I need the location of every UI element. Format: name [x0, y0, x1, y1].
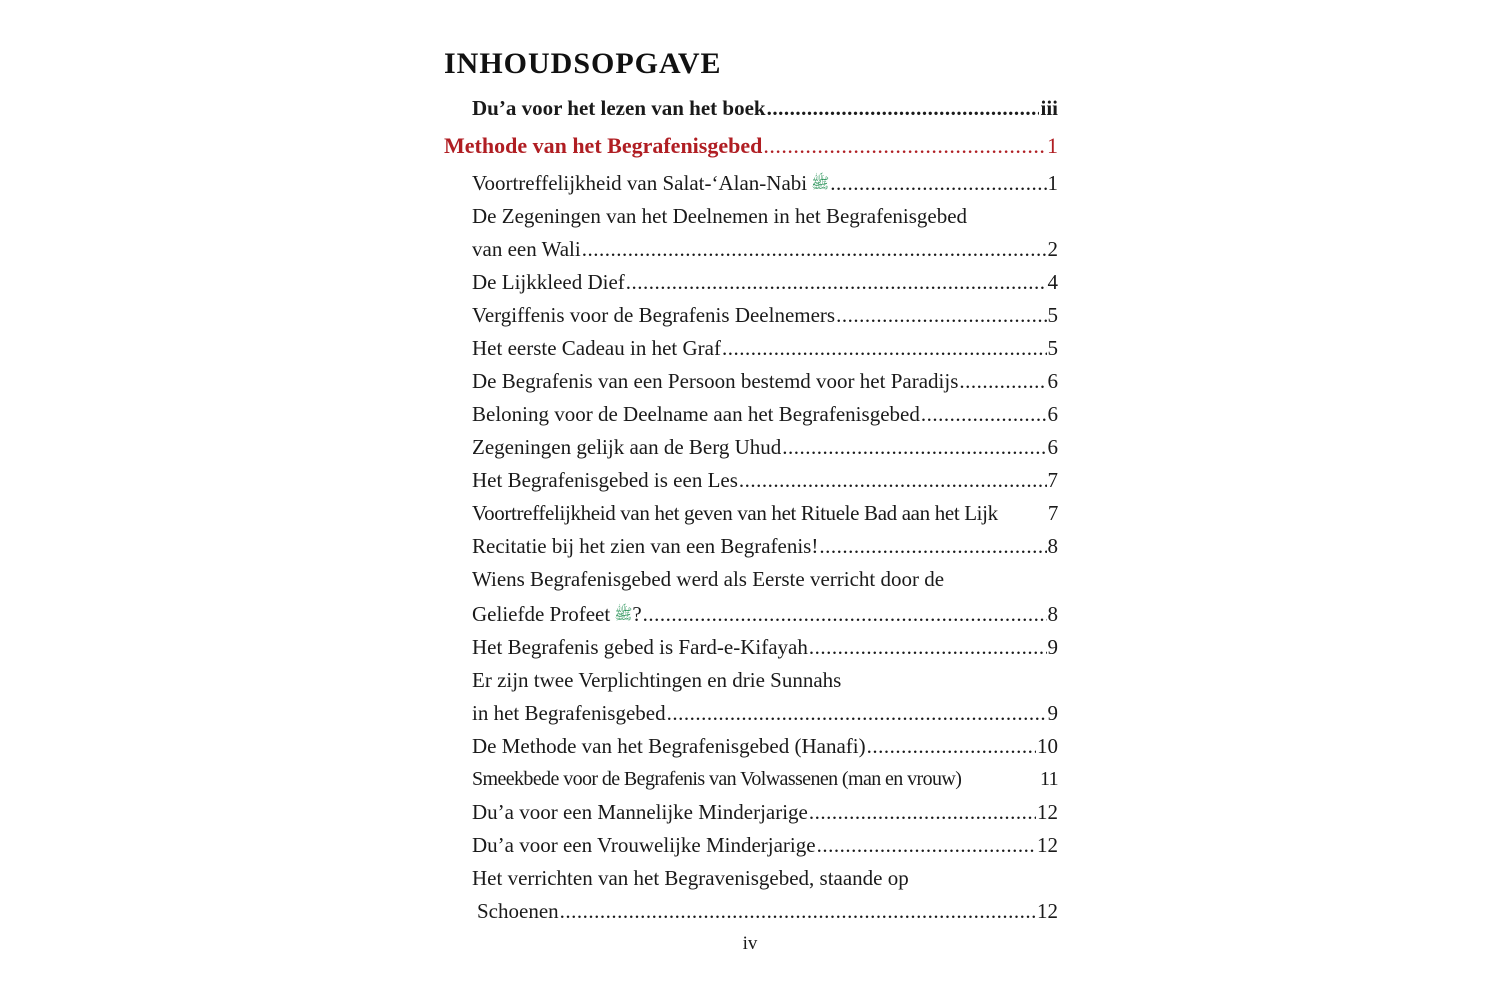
toc-entry-page: 10 — [1037, 734, 1058, 758]
toc-entry-title: Het Begrafenis gebed is Fard-e-Kifayah — [472, 635, 808, 659]
toc-entry-page: 6 — [1047, 369, 1058, 393]
toc-entry-title: Vergiffenis voor de Begrafenis Deelnemers — [472, 303, 836, 327]
toc-entry-title: Schoenen — [477, 899, 559, 923]
toc-entry-smeekbede[interactable] — [472, 763, 1058, 795]
toc-entry-title: De Begrafenis van een Persoon bestemd voor het Paradijs — [472, 369, 959, 393]
salutation-calligraphy-icon: ﷺ — [614, 607, 633, 623]
dot-leader — [819, 530, 1046, 562]
toc-chapter-methode[interactable] — [444, 130, 1058, 162]
toc-entry-title-text: Voortreffelijkheid van Salat-‘Alan-Nabi — [472, 171, 808, 195]
toc-entry-page: 6 — [1047, 435, 1058, 459]
dot-leader — [809, 796, 1036, 828]
toc-entry-schoenen-line2[interactable] — [477, 895, 1058, 927]
dot-leader — [722, 332, 1047, 364]
dot-leader — [817, 829, 1036, 861]
toc-entry-wiens-line1[interactable] — [472, 563, 1058, 595]
toc-entry-page: 5 — [1047, 336, 1058, 360]
dot-leader — [763, 130, 1046, 162]
toc-entry-title: in het Begrafenisgebed — [472, 701, 666, 725]
toc-entry-title: De Lijkkleed Dief — [472, 270, 625, 294]
toc-entry-vergiffenis[interactable] — [472, 299, 1058, 331]
page-folio: iv — [742, 933, 758, 954]
toc-entry-title — [472, 598, 642, 631]
toc-entry-zegeningen-line2[interactable] — [472, 233, 1058, 265]
toc-entry-schoenen-line1[interactable] — [472, 862, 1058, 894]
toc-entry-dua-lezen[interactable] — [472, 92, 1058, 124]
toc-entry-fard-e-kifayah[interactable] — [472, 631, 1058, 663]
dot-leader — [836, 299, 1046, 331]
salutation-calligraphy-icon: ﷺ — [811, 176, 830, 192]
toc-entry-page: 9 — [1047, 635, 1058, 659]
toc-entry-rituele-bad[interactable] — [472, 497, 1058, 529]
dot-leader — [626, 266, 1047, 298]
toc-entry-title: Het Begrafenisgebed is een Les — [472, 468, 738, 492]
toc-entry-page: 7 — [1047, 501, 1058, 525]
dot-leader — [582, 233, 1047, 265]
toc-entry-uhud[interactable] — [472, 431, 1058, 463]
toc-entry-page: 4 — [1047, 270, 1058, 294]
toc-entry-paradijs[interactable] — [472, 365, 1058, 397]
dot-leader — [643, 598, 1047, 630]
toc-entry-title: Du’a voor een Vrouwelijke Minderjarige — [472, 833, 816, 857]
toc-chapter-title: Methode van het Begrafenisgebed — [444, 133, 763, 158]
toc-entry-title: De Methode van het Begrafenisgebed (Hanafi) — [472, 734, 866, 758]
toc-entry-page: 1 — [1047, 171, 1058, 195]
toc-entry-page: 7 — [1047, 468, 1058, 492]
toc-entry-title: Het eerste Cadeau in het Graf — [472, 336, 721, 360]
toc-entry-title: Du’a voor een Mannelijke Minderjarige — [472, 800, 808, 824]
dot-leader — [560, 895, 1036, 927]
toc-entry-page: 8 — [1047, 602, 1058, 626]
toc-entry-verplichtingen-line1[interactable] — [472, 664, 1058, 696]
toc-entry-title: De Zegeningen van het Deelnemen in het Begrafenisgebed — [472, 204, 968, 228]
toc-entry-vrouwelijke[interactable] — [472, 829, 1058, 861]
toc-entry-recitatie[interactable] — [472, 530, 1058, 562]
toc-entry-page: 2 — [1047, 237, 1058, 261]
toc-entry-title: Zegeningen gelijk aan de Berg Uhud — [472, 435, 782, 459]
toc-entry-salat-alan-nabi[interactable] — [472, 167, 1058, 199]
toc-chapter-page: 1 — [1047, 133, 1058, 158]
toc-entry-title: Het verrichten van het Begravenisgebed, staande op — [472, 866, 909, 890]
toc-entry-les[interactable] — [472, 464, 1058, 496]
toc-entry-verplichtingen-line2[interactable] — [472, 697, 1058, 729]
toc-entry-page: 6 — [1047, 402, 1058, 426]
toc-entry-title — [472, 167, 829, 200]
dot-leader — [830, 167, 1046, 199]
dot-leader — [921, 398, 1047, 430]
dot-leader — [739, 464, 1047, 496]
dot-leader — [809, 631, 1047, 663]
toc-entry-title: Du’a voor het lezen van het boek — [472, 96, 766, 120]
toc-entry-cadeau[interactable] — [472, 332, 1058, 364]
dot-leader — [959, 365, 1046, 397]
dot-leader — [667, 697, 1047, 729]
dot-leader — [767, 92, 1040, 124]
toc-entry-page: 5 — [1047, 303, 1058, 327]
toc-entry-wiens-line2[interactable] — [472, 598, 1058, 630]
toc-entry-page: 9 — [1047, 701, 1058, 725]
toc-entry-page: 12 — [1037, 800, 1058, 824]
toc-entry-mannelijke[interactable] — [472, 796, 1058, 828]
toc-heading: INHOUDSOPGAVE — [444, 47, 722, 80]
toc-entry-title: van een Wali — [472, 237, 581, 261]
toc-entry-title: Voortreffelijkheid van het geven van het Rituele Bad aan het Lijk — [472, 501, 998, 525]
dot-leader — [867, 730, 1036, 762]
toc-entry-title: Recitatie bij het zien van een Begrafenis! — [472, 534, 819, 558]
toc-entry-page: 12 — [1037, 899, 1058, 923]
toc-entry-zegeningen-line1[interactable] — [472, 200, 1058, 232]
toc-entry-page: 12 — [1037, 833, 1058, 857]
toc-entry-page: 8 — [1047, 534, 1058, 558]
toc-entry-title: Er zijn twee Verplichtingen en drie Sunnahs — [472, 668, 842, 692]
toc-entry-lijkkleed[interactable] — [472, 266, 1058, 298]
toc-entry-beloning[interactable] — [472, 398, 1058, 430]
toc-entry-title-text: Geliefde Profeet — [472, 602, 611, 626]
toc-entry-page: 11 — [1039, 768, 1058, 790]
toc-entry-title: Wiens Begrafenisgebed werd als Eerste verricht door de — [472, 567, 945, 591]
toc-entry-title-suffix: ? — [632, 602, 642, 626]
toc-entry-title: Beloning voor de Deelname aan het Begrafenisgebed — [472, 402, 920, 426]
toc-entry-methode-hanafi[interactable] — [472, 730, 1058, 762]
toc-entry-page: iii — [1040, 96, 1058, 120]
dot-leader — [782, 431, 1046, 463]
toc-entry-title: Smeekbede voor de Begrafenis van Volwassenen (man en vrouw) — [472, 768, 962, 790]
